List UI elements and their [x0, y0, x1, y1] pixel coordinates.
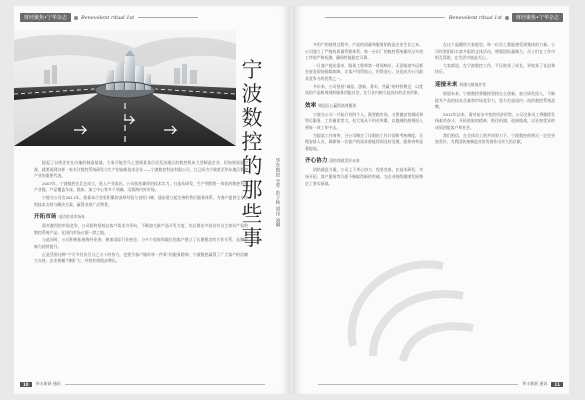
- section-subtitle: 电话的非市场本: [58, 214, 85, 220]
- body-paragraph: 多用户的使用过程中，产品的质量和服务始终是企业生存之本。公司建立了严格的质量管理体系，每一台出厂的数控系统都经过多道工序的严格检测，确保性能稳定可靠。: [305, 42, 423, 61]
- magazine-english-title: Benevolent ritual 1st: [448, 14, 503, 21]
- section-heading-teamwork: [305, 157, 423, 165]
- title-char: 宁: [241, 58, 263, 82]
- left-page: [14, 6, 290, 394]
- page-number: 11: [551, 382, 563, 387]
- body-paragraph: 大家都说，在宁波数控工作，不仅收获了成长，更收获了友谊和快乐。: [435, 62, 555, 75]
- section-heading-efficiency: [305, 102, 423, 110]
- header-dot-icon: [505, 16, 509, 20]
- section-subtitle: 团结铸就美好未来: [329, 158, 360, 164]
- title-char: 的: [241, 154, 263, 178]
- title-char: 那: [241, 178, 263, 202]
- right-page-footer: [318, 380, 563, 388]
- footer-magazine-name: 华丰新跃 通讯: [522, 381, 548, 386]
- footer-rule: [318, 384, 518, 385]
- section-label: 财经聚焦•宁华杂志: [20, 13, 71, 22]
- body-paragraph: 展望未来，宁波数控将继续坚持自主创新，加大研发投入，不断提升产品的技术含量和市场竞争力，努力打造国内一流的数控系统品牌。: [435, 90, 555, 110]
- body-paragraph: 我们相信，在全体员工的共同努力下，宁波数控的明天一定会更加美好，为我国装备制造业的发展作出更大的贡献。: [435, 132, 555, 145]
- road-city-illustration: [14, 30, 236, 146]
- body-paragraph: 多年来，公司坚持“诚信、创新、务实、共赢”的经营理念，以优质的产品和周到的服务回报社会，在行业内树立起良好的企业形象。: [305, 83, 423, 96]
- body-paragraph: 提起了台湾企业在内地的制造基地，大家可能会马上想到某某位居发达地区的数控机床大型制造企业，但如果说起宁波，就要说到这样一家专注数控系统研发与生产的高新技术企业——宁波数控科技有限公司，它已成为宁波甚至华东地区数控产业的重要代表。: [34, 160, 248, 179]
- hero-image: [14, 30, 236, 146]
- right-page-header: [325, 13, 563, 22]
- title-char: 波: [241, 82, 263, 106]
- footer-magazine-name: 华丰新跃 通讯: [35, 381, 61, 386]
- body-paragraph: 面对激烈的市场竞争，公司始终坚持以客户需求为导向，不断加大新产品开发力度，先后推出多款具有自主知识产权的数控系统产品，在国内市场占据一席之地。: [34, 223, 248, 235]
- left-page-header: [20, 13, 198, 22]
- section-subtitle: 铸造匠心赢得高效服务: [318, 102, 357, 108]
- right-column-2: [435, 42, 555, 146]
- section-heading-market: [34, 213, 248, 221]
- body-paragraph: 为提高工作效率，分公司制定了详细的工作计划和考核制度，合理安排人员，确保每一位客户的需求都能得到及时处理，服务效率显著提高。: [305, 132, 423, 151]
- title-char: 控: [241, 130, 263, 154]
- footer-rule: [65, 384, 265, 385]
- section-label: 财经聚焦•宁华杂志: [512, 13, 563, 22]
- title-char: 些: [241, 202, 263, 226]
- section-heading-future: [435, 81, 555, 89]
- right-page: [293, 6, 569, 394]
- section-title: 开拓市场: [34, 214, 57, 221]
- title-char: 事: [241, 226, 263, 250]
- left-body-column: [34, 160, 248, 265]
- body-paragraph: 2012年以来，面对复杂多变的经济形势，公司全体员工将继续发扬艰苦奋斗、开拓进取的精神，抓住机遇、迎接挑战，以更加优异的成绩回报客户和社会。: [435, 111, 555, 130]
- body-paragraph: 宁波分公司在2011年，依靠本行业里积累的深厚经验与良好口碑，逐步建立起完善的售后服务体系，为客户提供全方位的技术支持与解决方案，赢得业界广泛赞誉。: [34, 194, 248, 207]
- body-paragraph: 在这个温暖的大家庭里，每一位员工都能感受到集体的力量。公司经常组织丰富多彩的文体活动，增强团队凝聚力，员工们在工作中相互帮助，在生活中彼此关心。: [435, 42, 555, 61]
- body-paragraph: 正是凭借这种“宁可多付出百分之五十的努力，也要为客户做好每一件事”的服务精神，宁波数控赢得了广大客户的信赖与支持，企业规模不断扩大，经营业绩稳步增长。: [34, 251, 248, 264]
- header-rule: [138, 17, 198, 18]
- section-title: 迎接未来: [435, 81, 458, 88]
- magazine-english-title: Benevolent ritual 1st: [80, 14, 135, 21]
- section-title: 效率: [305, 102, 317, 109]
- header-dot-icon: [74, 16, 78, 20]
- right-column-1: [305, 42, 423, 187]
- body-paragraph: 2007年，宁波数控在北仑成立，进入产业园区。公司依托雄厚的技术实力，打造从研发、生产到销售一体化的数控系统产业链，产品覆盖车床、铣床、加工中心等多个领域，远销海内外市场。: [34, 180, 248, 193]
- header-rule: [325, 17, 445, 18]
- body-paragraph: 与此同时，公司积极拓展海外业务，参加国际行业展会，与多个国家和地区的客户建立了长期稳定的合作关系，品牌影响力持续提升。: [34, 237, 248, 249]
- section-subtitle: 机遇与挑战并存: [459, 81, 486, 87]
- section-title: 齐心协力: [305, 158, 328, 165]
- body-paragraph: 一旦客户提出需求，服务工程师第一时间响应，无论路途多远都会赶赴现场排除故障，让客户用得放心、用得安心，这也成为公司最具竞争力的优势之一。: [305, 62, 423, 81]
- page-number: 10: [20, 382, 32, 387]
- title-char: 数: [241, 106, 263, 130]
- swirl-watermark-graphic: [333, 236, 483, 366]
- left-page-footer: [20, 380, 265, 388]
- body-paragraph: 宁波分公司一开始只有四个人，既要跑市场，又要做安装调试和售后服务，工作量非常大。但大家从不叫苦叫累，以饱满的热情投入到每一项工作中去。: [305, 111, 423, 130]
- article-byline: 华东数控 全军 彭子杨 胡伟 凌琳: [275, 158, 280, 228]
- body-paragraph: 团结就是力量。公司上下齐心协力、攻坚克难，在技术研发、市场开拓、客户服务等方面不断取得新的突破，为企业持续健康发展奠定了坚实基础。: [305, 167, 423, 186]
